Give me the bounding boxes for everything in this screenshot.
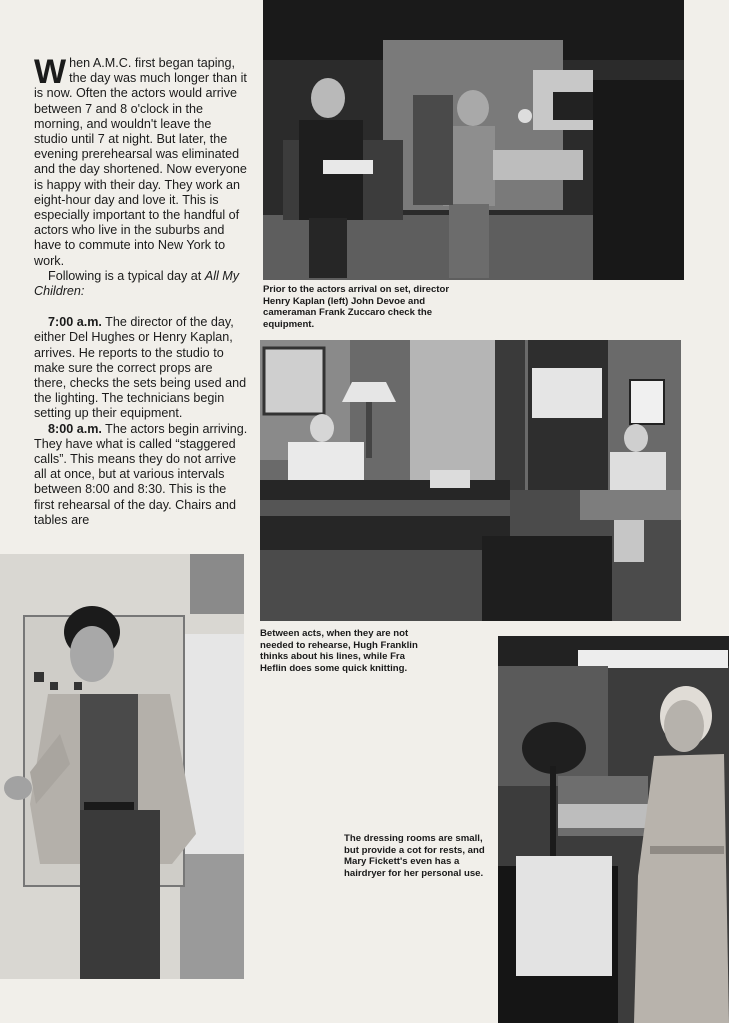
office-photo: [260, 340, 681, 621]
schedule-entry-8am: [34, 422, 248, 528]
following-text: Following is a typical day at: [48, 268, 205, 283]
dressing-room-caption: [344, 833, 494, 879]
show-title: All My Children:: [34, 268, 240, 299]
article-body: [34, 53, 248, 528]
entry-time: 8:00 a.m.: [48, 421, 102, 436]
entry-text: The director of the day, either Del Hughes or Henry Kaplan, arrives. He reports to the studio to make sure the correct props are there, checks the sets being used and the lighting. The technicians begin setting up their equipment.: [34, 315, 247, 421]
intro-text: hen A.M.C. first began taping, the day was much longer than it is now. Often the actors would arrive between 7 and 8 o'clock in the morning, and wouldn't leave the studio until 7 at night. But later, the evening prerehearsal was eliminated and the day shortened. Now everyone is happy with their day. They work an eight-hour day and love it. This is especially important to the handful of actors who live in the suburbs and have to commute into New York to work.: [34, 56, 247, 268]
entry-time: 7:00 a.m.: [48, 315, 102, 330]
caption-text: The dressing rooms are small, but provide a cot for rests, and Mary Fickett's even has a hairdryer for her personal use.: [344, 833, 485, 879]
caption-text: Prior to the actors arrival on set, director Henry Kaplan (left) John Devoe and cameraman Frank Zuccaro check the equipment.: [263, 284, 450, 330]
schedule-entry-7am: [34, 315, 248, 421]
office-caption: [260, 628, 430, 674]
following-paragraph: [34, 269, 248, 299]
actor-photo: [0, 554, 244, 979]
caption-text: Between acts, when they are not needed to rehearse, Hugh Franklin thinks about his lines, while Fra Heflin does some quick knitting.: [260, 628, 418, 674]
studio-photo: [263, 0, 684, 280]
entry-text: The actors begin arriving. They have what is called “staggered calls”. This means they do not arrive all at once, but at various intervals between 8:00 and 8:30. This is the first rehearsal of the day. Chairs and tables are: [34, 421, 248, 527]
studio-caption: [263, 284, 463, 330]
drop-cap: W: [34, 53, 67, 91]
intro-paragraph: [34, 53, 248, 269]
dressing-room-photo: [498, 636, 729, 1023]
